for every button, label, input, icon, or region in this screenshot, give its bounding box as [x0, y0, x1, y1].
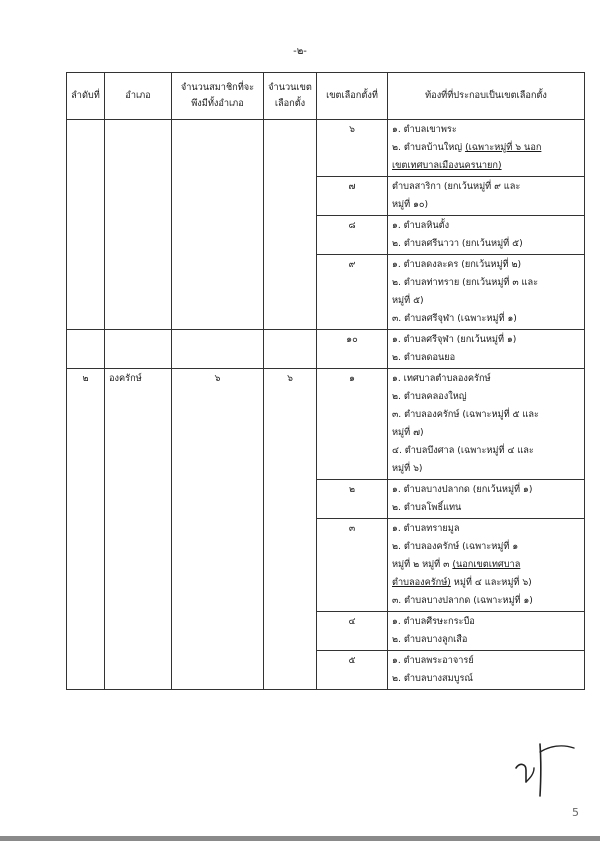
table-row [67, 120, 585, 177]
cell-district: องครักษ์ [105, 369, 172, 690]
area-line: ๓. ตำบลบางปลากด (เฉพาะหมู่ที่ ๑) [392, 595, 533, 606]
cell-zone-no: ๙ [317, 255, 388, 330]
footer-rule [0, 836, 600, 841]
area-line: ๓. ตำบลองครักษ์ (เฉพาะหมู่ที่ ๕ และ [392, 409, 539, 420]
cell-district [105, 120, 172, 330]
cell-zone-no: ๕ [317, 651, 388, 690]
area-line: หมู่ที่ ๗) [392, 427, 424, 438]
signature-mark [510, 738, 590, 800]
area-line: ๒. ตำบลคลองใหญ่ [392, 391, 467, 402]
area-line [392, 574, 580, 592]
area-line [392, 139, 580, 157]
area-line: ๑. ตำบลศรีจุฬา (ยกเว้นหมู่ที่ ๑) [392, 334, 517, 345]
cell-members [172, 330, 264, 369]
area-line: ๑. ตำบลพระอาจารย์ [392, 655, 474, 666]
cell-areas [388, 330, 585, 369]
area-line: ๑. ตำบลศีรษะกระบือ [392, 616, 475, 627]
area-line: หมู่ที่ ๑๐) [392, 199, 429, 210]
cell-zone-no: ๒ [317, 480, 388, 519]
cell-zone-no: ๑๐ [317, 330, 388, 369]
cell-zones [264, 330, 317, 369]
cell-zone-no: ๘ [317, 216, 388, 255]
page-number: -๒- [293, 46, 307, 57]
election-zone-table [66, 72, 585, 690]
cell-zone-no: ๖ [317, 120, 388, 177]
area-line: ๒. ตำบลบางลูกเสือ [392, 634, 468, 645]
cell-no [67, 120, 105, 330]
area-line: ๑. เทศบาลตำบลองครักษ์ [392, 373, 491, 384]
cell-zones [264, 120, 317, 330]
header-areas: ท้องที่ที่ประกอบเป็นเขตเลือกตั้ง [388, 73, 585, 120]
cell-areas [388, 177, 585, 216]
area-line: ๔. ตำบลบึงศาล (เฉพาะหมู่ที่ ๔ และ [392, 445, 534, 456]
cell-areas [388, 519, 585, 612]
cell-areas [388, 651, 585, 690]
area-text: ๒. ตำบลบ้านใหญ่ [392, 142, 466, 153]
area-line: ๒. ตำบลดอนยอ [392, 352, 456, 363]
area-line-underlined: เขตเทศบาลเมืองนครนายก) [392, 160, 502, 171]
area-line: ๑. ตำบลทรายมูล [392, 523, 460, 534]
area-text-underlined: ตำบลองครักษ์) [392, 577, 451, 588]
cell-district [105, 330, 172, 369]
cell-areas [388, 120, 585, 177]
cell-zones: ๖ [264, 369, 317, 690]
area-text: หมู่ที่ ๔ และหมู่ที่ ๖) [450, 577, 532, 588]
area-line: ๒. ตำบลองครักษ์ (เฉพาะหมู่ที่ ๑ [392, 541, 519, 552]
header-district: อำเภอ [105, 73, 172, 120]
cell-zone-no: ๓ [317, 519, 388, 612]
header-zone-no: เขตเลือกตั้งที่ [317, 73, 388, 120]
area-line: ๑. ตำบลเขาพระ [392, 124, 457, 135]
area-line: ๑. ตำบลบางปลากด (ยกเว้นหมู่ที่ ๑) [392, 484, 533, 495]
cell-areas [388, 255, 585, 330]
area-line: ๒. ตำบลท่าทราย (ยกเว้นหมู่ที่ ๓ และ [392, 277, 539, 288]
cell-members [172, 120, 264, 330]
cell-zone-no: ๔ [317, 612, 388, 651]
area-line: ๑. ตำบลดงละคร (ยกเว้นหมู่ที่ ๒) [392, 259, 522, 270]
cell-areas [388, 369, 585, 480]
area-line: ๓. ตำบลศรีจุฬา (เฉพาะหมู่ที่ ๑) [392, 313, 517, 324]
cell-areas [388, 480, 585, 519]
cell-no [67, 330, 105, 369]
cell-no: ๒ [67, 369, 105, 690]
area-line: ๒. ตำบลบางสมบูรณ์ [392, 673, 473, 684]
cell-areas [388, 612, 585, 651]
cell-areas [388, 216, 585, 255]
corner-page-mark: 5 [572, 806, 579, 819]
table-row [67, 369, 585, 480]
area-line: ๑. ตำบลหินตั้ง [392, 220, 450, 231]
header-no: ลำดับที่ [67, 73, 105, 120]
area-line [392, 556, 580, 574]
area-text-underlined: (เฉพาะหมู่ที่ ๖ นอก [465, 142, 542, 153]
header-zones: จำนวนเขตเลือกตั้ง [264, 73, 317, 120]
area-text: หมู่ที่ ๒ หมู่ที่ ๓ [392, 559, 453, 570]
header-members: จำนวนสมาชิกที่จะพึงมีทั้งอำเภอ [172, 73, 264, 120]
cell-zone-no: ๗ [317, 177, 388, 216]
area-line: หมู่ที่ ๕) [392, 295, 424, 306]
area-text-underlined: (นอกเขตเทศบาล [452, 559, 521, 570]
area-line: ๒. ตำบลโพธิ์แทน [392, 502, 462, 513]
table-header-row [67, 73, 585, 120]
table-row [67, 330, 585, 369]
area-line: ๒. ตำบลศรีนาวา (ยกเว้นหมู่ที่ ๕) [392, 238, 523, 249]
cell-members: ๖ [172, 369, 264, 690]
area-line: ตำบลสาริกา (ยกเว้นหมู่ที่ ๙ และ [392, 181, 521, 192]
area-line: หมู่ที่ ๖) [392, 463, 423, 474]
cell-zone-no: ๑ [317, 369, 388, 480]
